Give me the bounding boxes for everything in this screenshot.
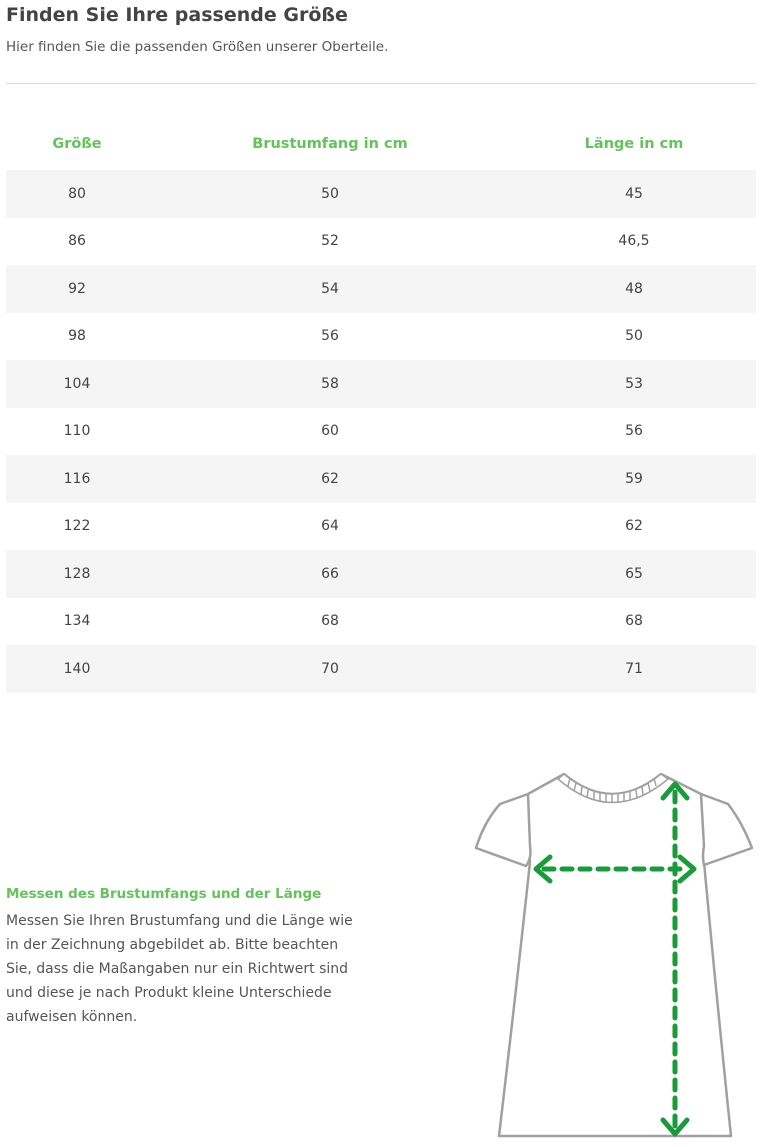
table-row xyxy=(6,218,756,266)
table-row xyxy=(6,503,756,551)
table-row xyxy=(6,645,756,693)
page-title: Finden Sie Ihre passende Größe xyxy=(6,4,348,26)
column-header-chest: Brustumfang in cm xyxy=(252,136,408,152)
cell-size: 128 xyxy=(6,550,148,598)
column-header-size: Größe xyxy=(52,136,102,152)
cell-size: 110 xyxy=(63,423,91,440)
cell-size: 92 xyxy=(6,265,148,313)
cell-chest: 64 xyxy=(321,518,339,535)
cell-length: 59 xyxy=(512,455,756,503)
cell-length: 53 xyxy=(512,360,756,408)
page-subtitle: Hier finden Sie die passenden Größen unserer Oberteile. xyxy=(6,39,389,55)
cell-length: 62 xyxy=(625,518,643,535)
table-row xyxy=(6,408,756,456)
cell-length: 71 xyxy=(512,645,756,693)
cell-chest: 68 xyxy=(321,613,339,630)
cell-chest: 62 xyxy=(148,455,512,503)
table-row xyxy=(6,265,756,313)
cell-size: 116 xyxy=(6,455,148,503)
cell-length: 56 xyxy=(625,423,643,440)
measurement-heading: Messen des Brustumfangs und der Länge xyxy=(6,886,322,902)
table-row xyxy=(6,455,756,503)
cell-length: 50 xyxy=(625,328,643,345)
shirt-outline xyxy=(476,774,752,1136)
table-row xyxy=(6,170,756,218)
cell-chest: 52 xyxy=(321,233,339,250)
cell-size: 140 xyxy=(6,645,148,693)
shirt-measurement-illustration xyxy=(470,762,760,1147)
cell-chest: 70 xyxy=(148,645,512,693)
table-header-row xyxy=(6,118,756,170)
cell-chest: 54 xyxy=(148,265,512,313)
table-row xyxy=(6,598,756,646)
cell-size: 98 xyxy=(68,328,86,345)
measurement-description: Messen Sie Ihren Brustumfang und die Länge wie in der Zeichnung abgebildet ab. Bitte beachten Sie, dass die Maßangaben nur ein Richtwert sind und diese je nach Produkt kleine Unterschiede aufweisen können. xyxy=(6,913,353,1025)
cell-size: 104 xyxy=(6,360,148,408)
cell-size: 122 xyxy=(63,518,91,535)
size-table xyxy=(6,118,756,693)
cell-size: 134 xyxy=(63,613,91,630)
cell-length: 45 xyxy=(512,170,756,218)
cell-chest: 50 xyxy=(148,170,512,218)
table-row xyxy=(6,313,756,361)
divider xyxy=(6,83,756,84)
cell-length: 65 xyxy=(512,550,756,598)
cell-size: 80 xyxy=(6,170,148,218)
table-row xyxy=(6,360,756,408)
column-header-length: Länge in cm xyxy=(584,136,684,152)
cell-chest: 58 xyxy=(148,360,512,408)
cell-chest: 56 xyxy=(321,328,339,345)
cell-length: 48 xyxy=(512,265,756,313)
cell-length: 46,5 xyxy=(618,233,650,250)
cell-size: 86 xyxy=(68,233,86,250)
table-row xyxy=(6,550,756,598)
cell-length: 68 xyxy=(625,613,643,630)
cell-chest: 60 xyxy=(321,423,339,440)
cell-chest: 66 xyxy=(148,550,512,598)
